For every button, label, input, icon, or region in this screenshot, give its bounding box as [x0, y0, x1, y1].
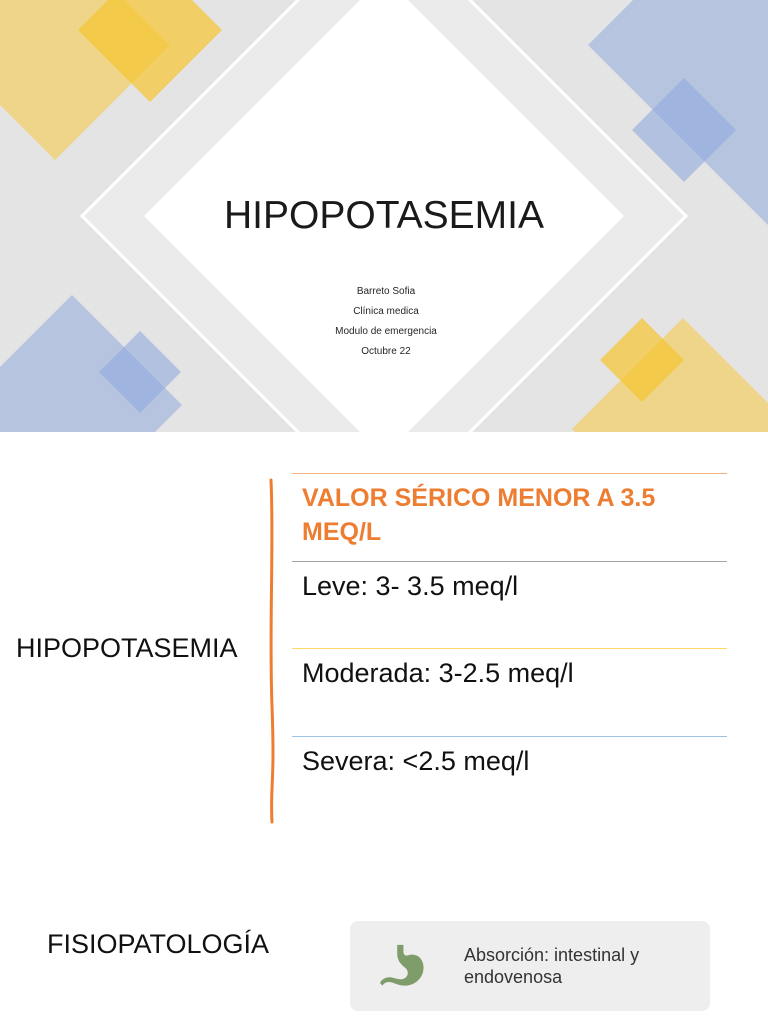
- presentation-title: HIPOPOTASEMIA: [224, 194, 544, 237]
- list-item-text: Moderada: 3-2.5 meq/l: [302, 658, 574, 688]
- slide-title: [0, 0, 768, 432]
- list-item: [292, 561, 727, 649]
- list-item-text: Leve: 3- 3.5 meq/l: [302, 570, 519, 601]
- list-item: [292, 473, 727, 561]
- module-line: Modulo de emergencia: [335, 326, 437, 337]
- bracket-stroke: [271, 480, 273, 822]
- list-item-text: VALOR SÉRICO MENOR A 3.5 MEQ/L: [302, 484, 656, 546]
- slide-heading: HIPOPOTASEMIA: [16, 633, 238, 663]
- presentation-subtitle: [4, 282, 768, 362]
- card-text: Absorción: intestinal y endovenosa: [464, 945, 640, 987]
- author-line: Barreto Sofia: [356, 286, 416, 297]
- list-item-text: Severa: <2.5 meq/l: [302, 745, 530, 776]
- list-item: [292, 648, 727, 736]
- slide-heading: FISIOPATOLOGÍA: [47, 929, 270, 959]
- slide-pathophysiology: [0, 864, 768, 1024]
- slide-classification: [0, 432, 768, 864]
- level-list: [292, 473, 727, 823]
- subject-line: Clínica medica: [353, 306, 419, 317]
- bracket-line: [262, 476, 282, 828]
- info-card: [350, 921, 710, 1011]
- list-item: [292, 736, 727, 824]
- date-line: Octubre 22: [361, 346, 411, 357]
- stomach-icon: [379, 943, 425, 989]
